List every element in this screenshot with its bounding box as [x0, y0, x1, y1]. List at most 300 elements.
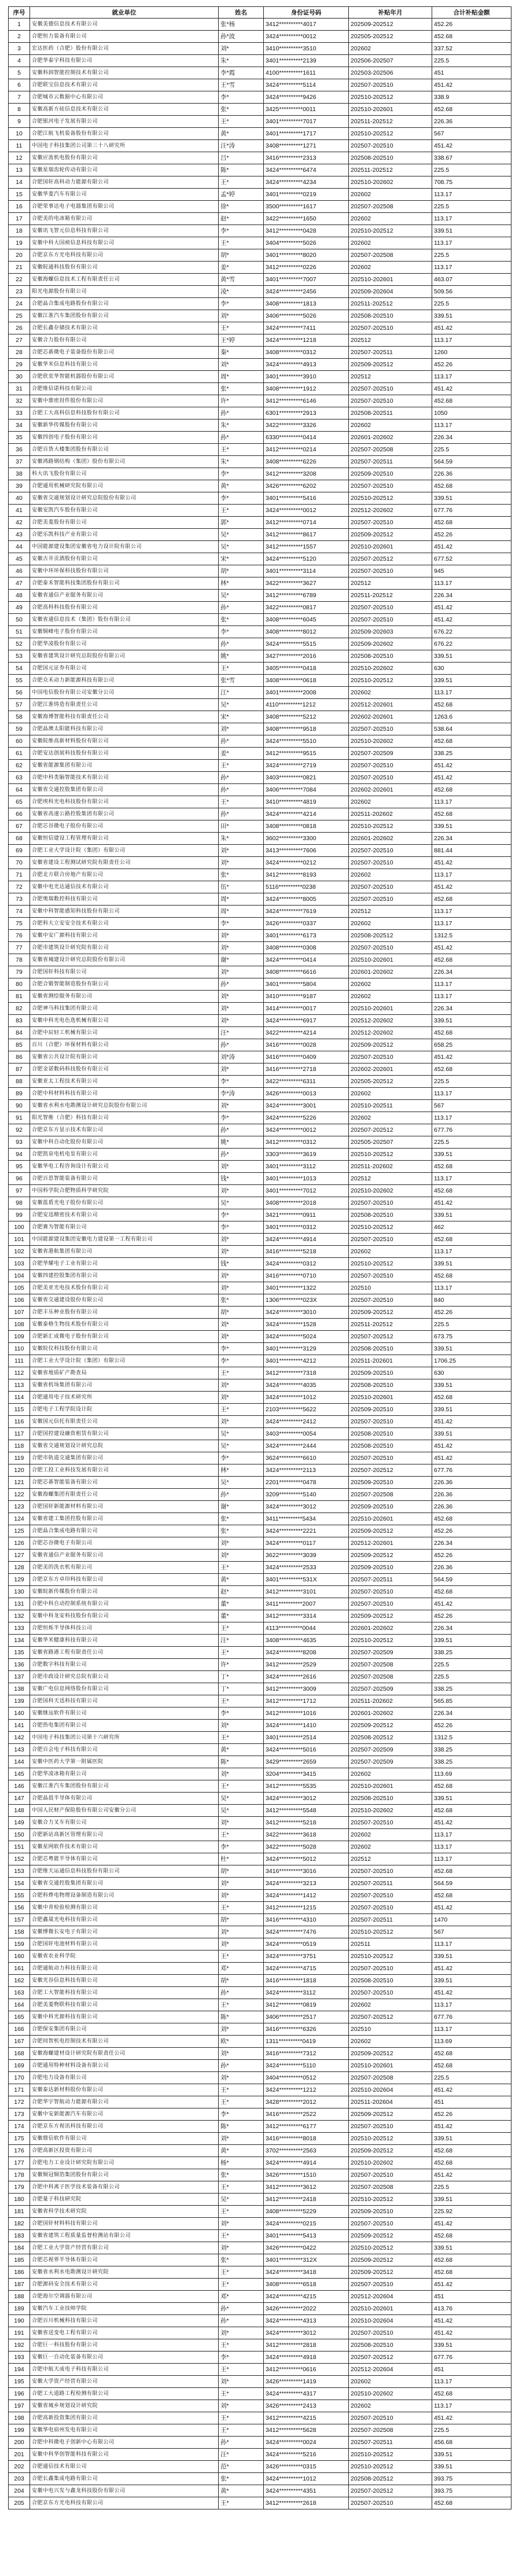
cell-id: 3427**********2016: [264, 650, 349, 663]
cell-unit: 合肥江淮铸造有限责任公司: [30, 699, 219, 711]
cell-id: 3424**********3213: [264, 1878, 349, 1890]
cell-no: 78: [9, 954, 30, 966]
cell-period: 202512: [349, 577, 432, 590]
cell-unit: 合肥国轩电池材料有限公司: [30, 1938, 219, 1951]
cell-unit: 安徽皖新传媒股份有限公司: [30, 1586, 219, 1598]
table-row: [9, 274, 511, 286]
cell-unit: 合肥芯粤能半导体有限公司: [30, 1853, 219, 1865]
cell-period: 202510-202512: [349, 1951, 432, 1963]
cell-period: 202507-202510: [349, 2497, 432, 2509]
cell-unit: 安徽华菱汽车有限公司: [30, 189, 219, 201]
cell-name: 张*: [219, 383, 264, 395]
cell-name: 刘*: [219, 1270, 264, 1282]
table-row: [9, 1829, 511, 1841]
cell-no: 109: [9, 1331, 30, 1343]
cell-no: 46: [9, 565, 30, 577]
table-row: [9, 1732, 511, 1744]
cell-amount: 1312.5: [432, 1732, 511, 1744]
table-row: [9, 1039, 511, 1051]
cell-name: 刘*: [219, 2023, 264, 2036]
cell-id: 3424**********0519: [264, 1938, 349, 1951]
cell-name: 李*: [219, 1355, 264, 1367]
cell-amount: 452.68: [432, 2497, 511, 2509]
cell-period: 202602: [349, 2036, 432, 2048]
cell-name: 李*: [219, 91, 264, 104]
table-row: [9, 432, 511, 444]
cell-amount: 1050: [432, 407, 511, 419]
cell-unit: 安徽省通信产业服务有限公司: [30, 590, 219, 602]
cell-id: 3426**********2022: [264, 2303, 349, 2315]
cell-name: 刘*: [219, 1319, 264, 1331]
cell-name: 吴*: [219, 2194, 264, 2206]
cell-no: 63: [9, 772, 30, 784]
cell-id: 3408**********8012: [264, 626, 349, 638]
cell-id: 3416**********0710: [264, 1270, 349, 1282]
cell-period: 202507-202510: [349, 1902, 432, 1914]
cell-unit: 安徽安凯汽车股份有限公司: [30, 505, 219, 517]
cell-period: 202508-202510: [349, 1793, 432, 1805]
cell-period: 202512-202601: [349, 699, 432, 711]
cell-amount: 113.17: [432, 869, 511, 881]
cell-unit: 安徽铜峰电子股份有限公司: [30, 626, 219, 638]
cell-no: 4: [9, 55, 30, 67]
cell-period: 202507-202510: [349, 565, 432, 577]
table-row: [9, 1185, 511, 1197]
cell-no: 36: [9, 444, 30, 456]
cell-name: 宋*: [219, 553, 264, 565]
cell-no: 128: [9, 1562, 30, 1574]
table-row: [9, 1622, 511, 1635]
table-row: [9, 492, 511, 505]
cell-name: 刘*: [219, 1282, 264, 1294]
cell-no: 90: [9, 1100, 30, 1112]
cell-no: 139: [9, 1695, 30, 1707]
cell-no: 48: [9, 590, 30, 602]
cell-no: 79: [9, 966, 30, 978]
cell-no: 201: [9, 2449, 30, 2461]
cell-no: 158: [9, 1926, 30, 1938]
table-row: [9, 1003, 511, 1015]
cell-unit: 合肥凯泉电机电泵有限公司: [30, 1149, 219, 1161]
cell-unit: 安徽中青检验检测有限公司: [30, 1902, 219, 1914]
cell-amount: 538.64: [432, 723, 511, 735]
cell-unit: 百川（合肥）环保材料有限公司: [30, 1039, 219, 1051]
cell-period: 202510-202512: [349, 2449, 432, 2461]
cell-unit: 合肥银河电子发展有限公司: [30, 116, 219, 128]
cell-amount: 451.42: [432, 772, 511, 784]
table-row: [9, 213, 511, 225]
table-row: [9, 2303, 511, 2315]
table-row: [9, 650, 511, 663]
cell-no: 182: [9, 2218, 30, 2230]
cell-amount: 452.26: [432, 1525, 511, 1537]
cell-period: 202507-202510: [349, 1817, 432, 1829]
cell-name: 黄*雪: [219, 274, 264, 286]
cell-id: 3401**********312X: [264, 2254, 349, 2266]
table-row: [9, 1550, 511, 1562]
cell-name: 王*: [219, 1404, 264, 1416]
cell-no: 28: [9, 347, 30, 359]
cell-no: 20: [9, 249, 30, 262]
cell-no: 123: [9, 1501, 30, 1513]
cell-name: 李*: [219, 1707, 264, 1720]
cell-name: 吴*: [219, 590, 264, 602]
cell-no: 124: [9, 1513, 30, 1525]
cell-amount: 564.59: [432, 1878, 511, 1890]
cell-period: 202510: [349, 1282, 432, 1294]
cell-amount: 113.17: [432, 1088, 511, 1100]
cell-amount: 452.26: [432, 529, 511, 541]
cell-unit: 安徽铜冠铜箔集团股份有限公司: [30, 2169, 219, 2181]
cell-period: 202507-202508: [349, 444, 432, 456]
table-row: [9, 1489, 511, 1501]
cell-unit: 合肥百货大楼集团股份有限公司: [30, 444, 219, 456]
cell-no: 82: [9, 1003, 30, 1015]
cell-period: 202510-202601: [349, 1392, 432, 1404]
cell-period: 202602: [349, 1999, 432, 2011]
table-row: [9, 590, 511, 602]
cell-unit: 安徽合力股份有限公司: [30, 334, 219, 347]
cell-id: 3416**********0028: [264, 1039, 349, 1051]
cell-period: 202508-202511: [349, 407, 432, 419]
cell-amount: 708.75: [432, 176, 511, 189]
cell-period: 202507-202509: [349, 1647, 432, 1659]
cell-amount: 451.42: [432, 383, 511, 395]
cell-id: 3424**********5226: [264, 1112, 349, 1124]
cell-no: 74: [9, 906, 30, 918]
cell-id: 3412**********1557: [264, 541, 349, 553]
cell-name: 刘*: [219, 2218, 264, 2230]
cell-id: 3424**********1012: [264, 1392, 349, 1404]
cell-amount: 225.5: [432, 201, 511, 213]
cell-period: 202507-202508: [349, 1671, 432, 1683]
cell-id: 3424**********1528: [264, 1319, 349, 1331]
cell-unit: 安徽中安新能源汽车有限公司: [30, 2108, 219, 2121]
table-row: [9, 772, 511, 784]
cell-name: 黄*: [219, 1744, 264, 1756]
cell-amount: 677.76: [432, 505, 511, 517]
cell-period: 202602: [349, 213, 432, 225]
cell-id: 3702**********2563: [264, 2145, 349, 2157]
cell-name: 吴*: [219, 1440, 264, 1452]
cell-unit: 安徽中鼎密封件股份有限公司: [30, 395, 219, 407]
table-row: [9, 116, 511, 128]
cell-amount: 1260: [432, 347, 511, 359]
cell-id: 3303**********3619: [264, 1149, 349, 1161]
cell-period: 202507-202508: [349, 2072, 432, 2084]
cell-amount: 339.51: [432, 2461, 511, 2473]
header-row: [9, 7, 511, 19]
table-row: [9, 1902, 511, 1914]
cell-id: 1311**********0419: [264, 2036, 349, 2048]
cell-amount: 451.42: [432, 2327, 511, 2339]
cell-name: 郭*: [219, 517, 264, 529]
cell-id: 3424**********4715: [264, 1963, 349, 1975]
cell-unit: 合肥华凌股份有限公司: [30, 638, 219, 650]
cell-name: 谢*: [219, 954, 264, 966]
table-row: [9, 820, 511, 833]
cell-no: 143: [9, 1744, 30, 1756]
table-row: [9, 565, 511, 577]
cell-unit: 合肥工投工业科技发展有限公司: [30, 1464, 219, 1477]
cell-period: 202507-202510: [349, 1051, 432, 1063]
cell-no: 91: [9, 1112, 30, 1124]
cell-id: 3413**********7606: [264, 845, 349, 857]
cell-amount: 225.92: [432, 2206, 511, 2218]
cell-no: 203: [9, 2473, 30, 2485]
table-row: [9, 675, 511, 687]
cell-name: 孙*: [219, 1149, 264, 1161]
cell-unit: 合肥新站高新区管理有限公司: [30, 1829, 219, 1841]
cell-name: 汪*: [219, 1635, 264, 1647]
cell-name: 胡*: [219, 249, 264, 262]
cell-name: 胡*: [219, 1865, 264, 1878]
cell-amount: 676.22: [432, 626, 511, 638]
cell-unit: 安徽四建控股集团有限公司: [30, 1270, 219, 1282]
cell-unit: 阳光电源股份有限公司: [30, 286, 219, 298]
table-row: [9, 869, 511, 881]
cell-no: 193: [9, 2351, 30, 2364]
cell-no: 162: [9, 1975, 30, 1987]
cell-period: 202511-202604: [349, 2096, 432, 2108]
cell-name: 王*: [219, 2206, 264, 2218]
table-row: [9, 748, 511, 760]
cell-name: 王*: [219, 1562, 264, 1574]
cell-unit: 合肥国科天迅科技有限公司: [30, 1695, 219, 1707]
table-row: [9, 1963, 511, 1975]
cell-unit: 安徽美德信息技术有限公司: [30, 19, 219, 31]
cell-name: 刘*: [219, 1392, 264, 1404]
cell-name: 孙*: [219, 2303, 264, 2315]
table-row: [9, 2473, 511, 2485]
cell-name: 刘*涛: [219, 1051, 264, 1063]
cell-id: 3416**********0409: [264, 1051, 349, 1063]
cell-no: 117: [9, 1428, 30, 1440]
cell-unit: 合肥工大高科信息科技股份有限公司: [30, 407, 219, 419]
cell-amount: 113.17: [432, 577, 511, 590]
cell-unit: 安徽星瑞齿轮传动有限公司: [30, 164, 219, 176]
cell-name: 丁*: [219, 1683, 264, 1695]
cell-period: 202602: [349, 262, 432, 274]
cell-name: 朱*: [219, 456, 264, 468]
cell-amount: 225.5: [432, 444, 511, 456]
cell-name: 黄*: [219, 2485, 264, 2497]
cell-id: 3408**********6045: [264, 614, 349, 626]
cell-id: 3410**********9187: [264, 991, 349, 1003]
cell-amount: 225.5: [432, 164, 511, 176]
header-period: 补贴年月: [349, 7, 432, 19]
cell-no: 135: [9, 1647, 30, 1659]
cell-name: 李*: [219, 626, 264, 638]
cell-amount: 226.36: [432, 1489, 511, 1501]
cell-name: 吴*: [219, 1793, 264, 1805]
cell-unit: 合肥百川机械科技有限公司: [30, 2315, 219, 2327]
cell-name: 宋*: [219, 711, 264, 723]
cell-period: 202510-202512: [349, 1926, 432, 1938]
cell-name: 李*: [219, 298, 264, 310]
cell-no: 127: [9, 1550, 30, 1562]
cell-id: 3412**********6177: [264, 2121, 349, 2133]
table-row: [9, 91, 511, 104]
cell-unit: 安徽海博智能科技有限责任公司: [30, 711, 219, 723]
cell-no: 99: [9, 1209, 30, 1221]
cell-period: 202511-202602: [349, 1695, 432, 1707]
cell-id: 3424**********3012: [264, 1793, 349, 1805]
cell-name: 范*: [219, 2461, 264, 2473]
cell-name: 王*: [219, 176, 264, 189]
cell-no: 47: [9, 577, 30, 590]
cell-unit: 合肥埃科光电科技股份有限公司: [30, 796, 219, 808]
table-row: [9, 1914, 511, 1926]
table-row: [9, 201, 511, 213]
cell-amount: 452.68: [432, 1234, 511, 1246]
table-row: [9, 833, 511, 845]
cell-name: 刘*: [219, 1768, 264, 1780]
cell-no: 61: [9, 748, 30, 760]
table-row: [9, 1173, 511, 1185]
cell-unit: 合肥国轩高科动力能源有限公司: [30, 176, 219, 189]
cell-id: 3416**********2313: [264, 152, 349, 164]
cell-id: 3408**********6616: [264, 966, 349, 978]
cell-id: 3421**********0911: [264, 1209, 349, 1221]
cell-unit: 安徽中安广源科技有限公司: [30, 930, 219, 942]
cell-amount: 113.17: [432, 687, 511, 699]
cell-unit: 合肥中科自动控制系统有限公司: [30, 1598, 219, 1610]
table-row: [9, 541, 511, 553]
cell-id: 3408**********9518: [264, 723, 349, 735]
cell-id: 3416**********8018: [264, 2133, 349, 2145]
cell-id: 3412**********3009: [264, 1683, 349, 1695]
cell-name: 李*: [219, 1841, 264, 1853]
cell-name: 王*: [219, 1367, 264, 1379]
table-row: [9, 1513, 511, 1525]
cell-amount: 226.36: [432, 1501, 511, 1513]
cell-no: 85: [9, 1039, 30, 1051]
cell-name: 王*: [219, 796, 264, 808]
cell-unit: 安徽省送变电工程有限公司: [30, 2327, 219, 2339]
cell-period: 202511: [349, 1938, 432, 1951]
table-row: [9, 347, 511, 359]
cell-name: 王*: [219, 1647, 264, 1659]
cell-name: 王*: [219, 1902, 264, 1914]
cell-amount: 452.68: [432, 31, 511, 43]
cell-no: 5: [9, 67, 30, 79]
cell-unit: 合肥恒烁半导体科技公司: [30, 1622, 219, 1635]
table-row: [9, 1051, 511, 1063]
subsidy-table: [8, 6, 511, 2509]
cell-period: 202507-202510: [349, 614, 432, 626]
cell-unit: 安徽省建工集团控股有限公司: [30, 1513, 219, 1525]
table-row: [9, 1307, 511, 1319]
cell-no: 114: [9, 1392, 30, 1404]
cell-name: 黄*: [219, 128, 264, 140]
cell-name: 胡*: [219, 1914, 264, 1926]
cell-no: 180: [9, 2194, 30, 2206]
cell-no: 88: [9, 1076, 30, 1088]
cell-unit: 合肥美的电冰箱有限公司: [30, 213, 219, 225]
cell-no: 167: [9, 2036, 30, 2048]
table-row: [9, 140, 511, 152]
cell-id: 3412**********4017: [264, 19, 349, 31]
cell-no: 113: [9, 1379, 30, 1392]
cell-no: 71: [9, 869, 30, 881]
cell-id: 3401**********8020: [264, 249, 349, 262]
cell-period: 202507-202510: [349, 383, 432, 395]
table-row: [9, 1793, 511, 1805]
cell-amount: 451.42: [432, 614, 511, 626]
cell-unit: 合肥北方联合房地产有限公司: [30, 869, 219, 881]
cell-no: 147: [9, 1793, 30, 1805]
cell-id: 3424**********4313: [264, 2315, 349, 2327]
cell-unit: 合肥工业大学资产经营有限公司: [30, 2242, 219, 2254]
table-row: [9, 444, 511, 456]
cell-id: 3424**********5114: [264, 79, 349, 91]
cell-no: 152: [9, 1853, 30, 1865]
table-row: [9, 2327, 511, 2339]
cell-unit: 安徽省城建设计研究总院股份有限公司: [30, 954, 219, 966]
cell-unit: 合肥联宝信息技术有限公司: [30, 79, 219, 91]
cell-unit: 合肥市轨道交通集团有限公司: [30, 1452, 219, 1464]
cell-name: 汪*涛: [219, 140, 264, 152]
cell-no: 11: [9, 140, 30, 152]
table-row: [9, 1683, 511, 1695]
table-row: [9, 1076, 511, 1088]
cell-amount: 451: [432, 67, 511, 79]
cell-no: 70: [9, 857, 30, 869]
table-row: [9, 419, 511, 432]
cell-id: 3408**********0308: [264, 942, 349, 954]
cell-amount: 452.68: [432, 2048, 511, 2060]
table-row: [9, 1209, 511, 1221]
cell-unit: 合肥芯碁微电子装备股份有限公司: [30, 347, 219, 359]
cell-amount: 452.68: [432, 808, 511, 820]
cell-period: 202510-202512: [349, 128, 432, 140]
cell-id: 3408**********1813: [264, 298, 349, 310]
cell-period: 202509-202512: [349, 359, 432, 371]
cell-amount: 338.25: [432, 1744, 511, 1756]
cell-amount: 451: [432, 2291, 511, 2303]
cell-amount: 451.42: [432, 1963, 511, 1975]
cell-id: 3424**********9426: [264, 91, 349, 104]
cell-period: 202510-202601: [349, 1003, 432, 1015]
cell-name: 王*: [219, 2096, 264, 2108]
cell-unit: 安徽鸿路钢结构（集团）股份有限公司: [30, 456, 219, 468]
cell-period: 202510-202512: [349, 2194, 432, 2206]
cell-id: 3424**********5120: [264, 553, 349, 565]
cell-period: 202507-202508: [349, 249, 432, 262]
cell-unit: 安徽省交通建设股份有限公司: [30, 1294, 219, 1307]
cell-name: 胡*: [219, 1307, 264, 1319]
cell-period: 202509-202512: [349, 1550, 432, 1562]
cell-name: 刘*: [219, 43, 264, 55]
table-row: [9, 1841, 511, 1853]
cell-amount: 225.5: [432, 1319, 511, 1331]
cell-no: 164: [9, 1999, 30, 2011]
cell-id: 3425**********0011: [264, 104, 349, 116]
table-row: [9, 1744, 511, 1756]
cell-id: 3408**********5229: [264, 2206, 349, 2218]
cell-period: 202507-202510: [349, 942, 432, 954]
cell-period: 202510-202512: [349, 1258, 432, 1270]
cell-period: 202510-202602: [349, 2157, 432, 2169]
cell-period: 202511-202512: [349, 164, 432, 176]
table-row: [9, 395, 511, 407]
cell-id: 3410**********3510: [264, 43, 349, 55]
cell-period: 202512-202602: [349, 505, 432, 517]
cell-id: 3404**********5026: [264, 237, 349, 249]
cell-id: 3424**********7411: [264, 322, 349, 334]
cell-no: 43: [9, 529, 30, 541]
